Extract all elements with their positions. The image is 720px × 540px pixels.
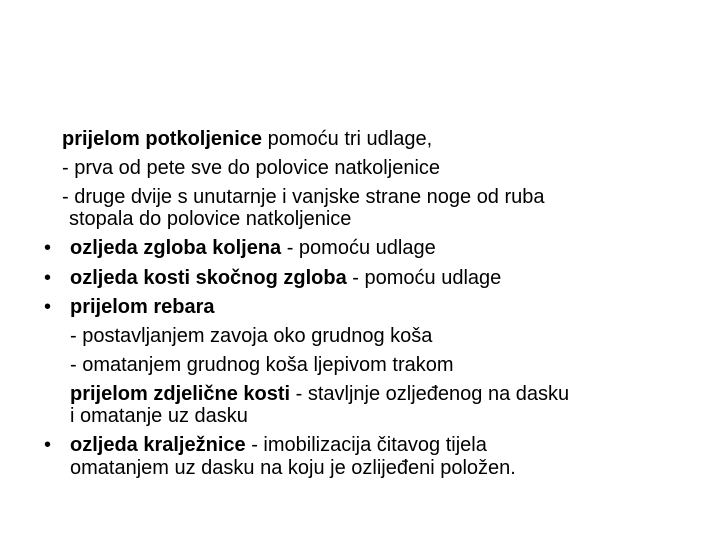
bullet-icon: • [44, 434, 52, 456]
text-line-potkoljenica [62, 128, 432, 150]
line-text: - omatanjem grudnog koša ljepivom trakom [70, 354, 454, 376]
text-line-zdjelica [70, 383, 569, 405]
bold-term: ozljeda zgloba koljena [70, 237, 282, 259]
bullet-item-koljeno [70, 237, 436, 259]
line-text: pomoću tri udlage, [262, 128, 433, 150]
bullet-item-rebra [70, 296, 215, 318]
line-text: - pomoću udlage [346, 267, 502, 289]
bold-term: prijelom potkoljenice [62, 128, 263, 150]
sub-item [62, 186, 545, 208]
line-text: - postavljanjem zavoja oko grudnog koša [70, 325, 433, 347]
bullet-item-skocni-zglob [70, 267, 501, 289]
line-text: - stavljnje ozljeđenog na dasku [290, 383, 570, 405]
sub-item [62, 157, 440, 179]
sub-item [70, 354, 454, 376]
bold-term: prijelom zdjelične kosti [70, 383, 291, 405]
line-text: - pomoću udlage [281, 237, 436, 259]
line-text: - imobilizacija čitavog tijela [245, 434, 487, 456]
line-text: stopala do polovice natkoljenice [69, 208, 352, 230]
bullet-icon: • [44, 237, 52, 259]
bullet-icon: • [44, 267, 52, 289]
text-line-continuation [70, 457, 516, 479]
bullet-item-kraljeznica [70, 434, 487, 456]
bold-term: ozljeda kralježnice [70, 434, 246, 456]
line-text: i omatanje uz dasku [70, 405, 248, 427]
line-text: omatanjem uz dasku na koju je ozlijeđeni položen. [70, 457, 516, 479]
bullet-icon: • [44, 296, 52, 318]
line-text: - prva od pete sve do polovice natkoljenice [62, 157, 441, 179]
line-text: - druge dvije s unutarnje i vanjske strane noge od ruba [62, 186, 545, 208]
bold-term: ozljeda kosti skočnog zgloba [70, 267, 347, 289]
sub-item-continuation [69, 208, 351, 230]
bold-term: prijelom rebara [70, 296, 215, 318]
sub-item [70, 325, 432, 347]
text-line-continuation [70, 405, 248, 427]
